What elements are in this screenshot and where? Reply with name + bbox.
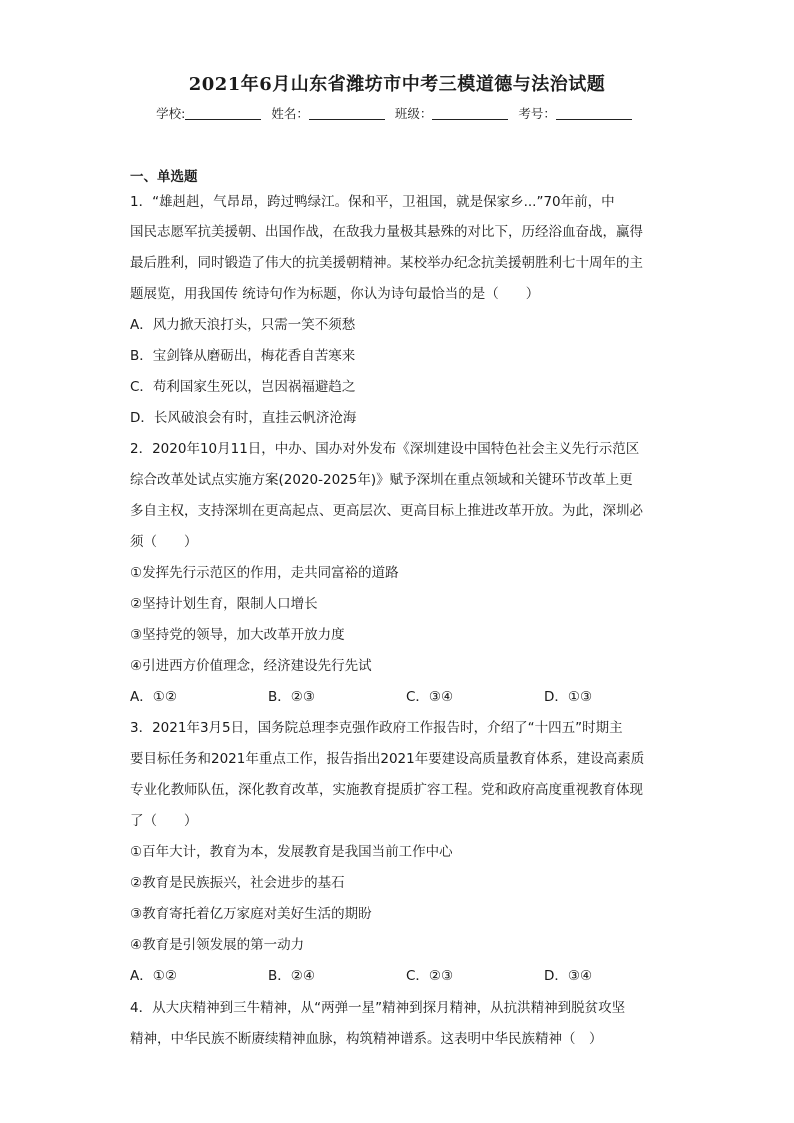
question-3-line: 了（ ）: [130, 813, 198, 829]
question-4-line: 4．从大庆精神到三牛精神，从“两弹一星”精神到探月精神，从抗洪精神到脱贫攻坚: [130, 1000, 626, 1016]
question-1-option-b: B．宝剑锋从磨砺出，梅花香自苦寒来: [130, 348, 356, 364]
question-2-line: 多自主权，支持深圳在更高起点、更高层次、更高目标上推进改革开放。为此，深圳必: [130, 503, 643, 519]
exam-number-blank[interactable]: [556, 107, 632, 120]
question-2-options: [130, 689, 690, 705]
exam-title: 2021年6月山东省潍坊市中考三模道德与法治试题: [188, 74, 606, 95]
student-info-row: [0, 104, 794, 122]
school-label: 学校:: [156, 106, 186, 121]
question-3-option-c: C．②③: [406, 968, 454, 984]
question-2-statement-3: ③坚持党的领导，加大改革开放力度: [130, 627, 345, 643]
question-1-option-a: A．风力掀天浪打头，只需一笑不须愁: [130, 317, 356, 333]
question-2-line: 须（ ）: [130, 534, 198, 550]
question-2-option-c: C．③④: [406, 689, 454, 705]
question-1-line: 题展览，用我国传 统诗句作为标题，你认为诗句最恰当的是（ ）: [130, 286, 540, 302]
question-2-statement-2: ②坚持计划生育，限制人口增长: [130, 596, 318, 612]
question-1-option-d: D．长风破浪会有时，直挂云帆济沧海: [130, 410, 357, 426]
question-2-option-d: D．①③: [544, 689, 593, 705]
exam-number-label: 考号：: [518, 106, 556, 121]
name-label: 姓名：: [271, 106, 309, 121]
question-2-statement-1: ①发挥先行示范区的作用，走共同富裕的道路: [130, 565, 399, 581]
question-3-line: 3．2021年3月5日，国务院总理李克强作政府工作报告时，介绍了“十四五”时期主: [130, 720, 623, 736]
question-3-statement-2: ②教育是民族振兴，社会进步的基石: [130, 875, 345, 891]
section-title: 一、单选题: [130, 169, 198, 185]
question-1-line: 最后胜利，同时锻造了伟大的抗美援朝精神。某校举办纪念抗美援朝胜利七十周年的主: [130, 255, 643, 271]
question-1-option-c: C．苟利国家生死以，岂因祸福避趋之: [130, 379, 356, 395]
question-1-line: 1．“雄赳赳，气昂昂，跨过鸭绿江。保和平，卫祖国，就是保家乡...”70年前，中: [130, 194, 615, 210]
name-blank[interactable]: [309, 107, 385, 120]
question-2-option-b: B．②③: [268, 689, 315, 705]
class-blank[interactable]: [432, 107, 508, 120]
question-3-option-d: D．③④: [544, 968, 593, 984]
question-3-statement-1: ①百年大计，教育为本，发展教育是我国当前工作中心: [130, 844, 453, 860]
question-2-option-a: A．①②: [130, 689, 177, 705]
question-3-option-b: B．②④: [268, 968, 315, 984]
class-label: 班级：: [394, 106, 433, 121]
question-3-statement-3: ③教育寄托着亿万家庭对美好生活的期盼: [130, 906, 372, 922]
question-3-statement-4: ④教育是引领发展的第一动力: [130, 937, 305, 953]
question-2-line: 2．2020年10月11日，中办、国办对外发布《深圳建设中国特色社会主义先行示范区: [130, 441, 640, 457]
school-blank[interactable]: [185, 107, 261, 120]
question-4-line: 精神，中华民族不断赓续精神血脉，构筑精神谱系。这表明中华民族精神（ ）: [130, 1031, 603, 1047]
question-2-line: 综合改革处试点实施方案(2020-2025年)》赋予深圳在重点领域和关键环节改革上更: [130, 472, 633, 488]
question-3-option-a: A．①②: [130, 968, 177, 984]
question-3-line: 专业化教师队伍，深化教育改革，实施教育提质扩容工程。党和政府高度重视教育体现: [130, 782, 643, 798]
question-3-options: [130, 968, 690, 984]
question-3-line: 要目标任务和2021年重点工作，报告指出2021年要建设高质量教育体系，建设高素质: [130, 751, 645, 767]
question-2-statement-4: ④引进西方价值理念，经济建设先行先试: [130, 658, 372, 674]
question-1-line: 国民志愿军抗美援朝、出国作战，在敌我力量极其悬殊的对比下，历经浴血奋战，赢得: [130, 224, 643, 240]
